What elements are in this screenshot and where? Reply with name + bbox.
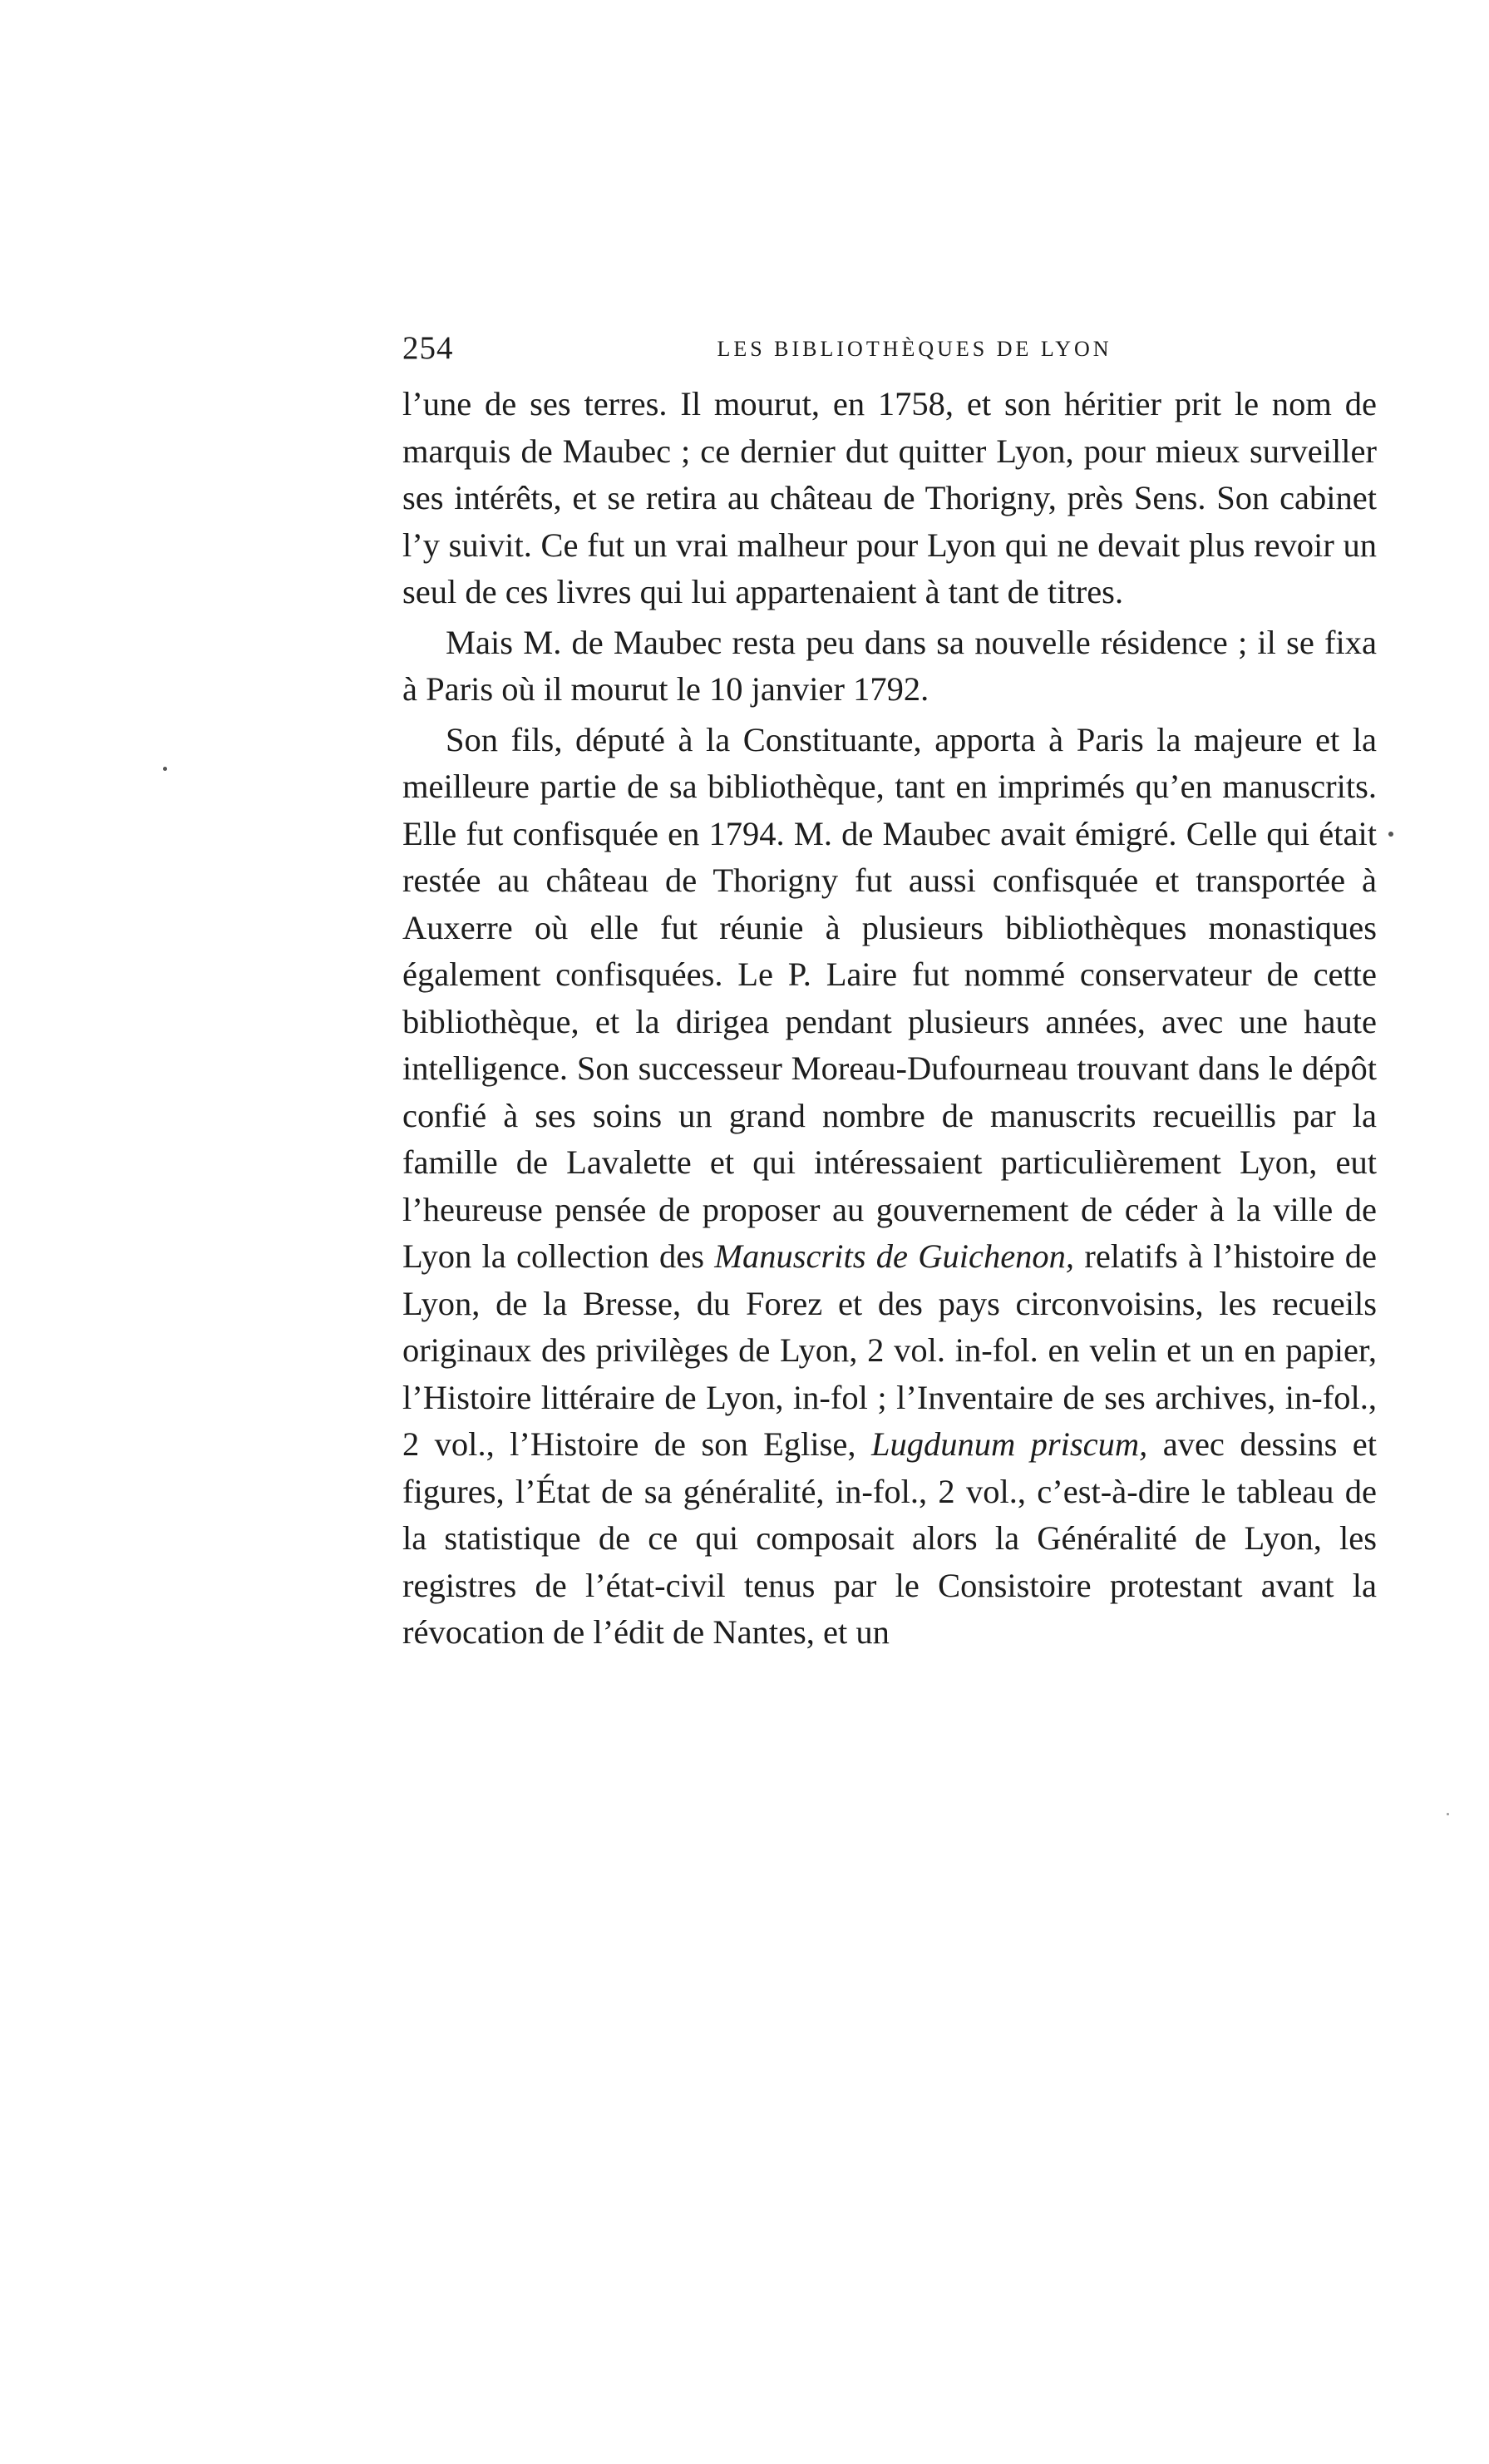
paragraph-2 — [402, 620, 1377, 714]
paragraph-3-text-c: avec dessins et figures, l’État de sa généralité, in-fol., 2 vol., c’est-à-dire le tableau de la statistique de ce qui composait alors la Généralité de Lyon, les registres de l’état-civil tenus par le Consistoire protestant avant la révocation de l’édit de Nantes, et un — [402, 1425, 1378, 1651]
italic-title-lugdunum: Lugdunum priscum, — [870, 1425, 1148, 1463]
italic-title-guichenon: Manuscrits de Guichenon, — [714, 1237, 1075, 1275]
page-number: 254 — [402, 330, 454, 366]
paper-speck — [163, 767, 167, 771]
paragraph-2-text: Mais M. de Maubec resta peu dans sa nouvelle résidence ; il se fixa à Paris où il mourut le 10 janvier 1792. — [402, 623, 1377, 708]
paper-speck — [1388, 832, 1393, 837]
paragraph-3-text-a: Son fils, député à la Constituante, apporta à Paris la majeure et la meilleure partie de sa bibliothèque, tant en imprimés qu’en manuscrits. Elle fut confisquée en 1794. M. de Maubec avait émigré. Celle qui était restée au château de Thorigny fut aussi confisquée et transportée à Auxerre où elle fut réunie à plusieurs bibliothèques monastiques également confisquées. Le P. Laire fut nommé conservateur de cette bibliothèque, et la dirigea pendant plusieurs années, avec une haute intelligence. Son successeur Moreau-Dufourneau trouvant dans le dépôt confié à ses soins un grand nombre de manuscrits recueillis par la famille de Lavalette et qui intéressaient particulièrement Lyon, eut l’heureuse pensée de proposer au gouvernement de céder à la ville de Lyon la collection des — [402, 720, 1377, 1275]
running-head — [402, 328, 1377, 369]
paper-speck — [1447, 1813, 1449, 1815]
paragraph-3 — [402, 717, 1377, 1657]
paragraph-1 — [402, 381, 1377, 616]
paragraph-3-text-b: relatifs à l’histoire de Lyon, de la Bresse, du Forez et des pays circonvoisins, les recueils originaux des privilèges de Lyon, 2 vol. in-fol. en velin et un en papier, l’Histoire littéraire de Lyon, in-fol ; l’Inventaire de ses archives, in-fol., 2 vol., l’Histoire de son Eglise, — [402, 1237, 1377, 1463]
body-text — [402, 381, 1377, 1660]
paragraph-1-text: l’une de ses terres. Il mourut, en 1758, et son héritier prit le nom de marquis de Maubec ; ce dernier dut quitter Lyon, pour mieux surveiller ses intérêts, et se retira au château de Thorigny, près Sens. Son cabinet l’y suivit. Ce fut un vrai malheur pour Lyon qui ne devait plus revoir un seul de ces livres qui lui appartenaient à tant de titres. — [402, 385, 1377, 610]
running-title: LES BIBLIOTHÈQUES DE LYON — [717, 337, 1112, 361]
